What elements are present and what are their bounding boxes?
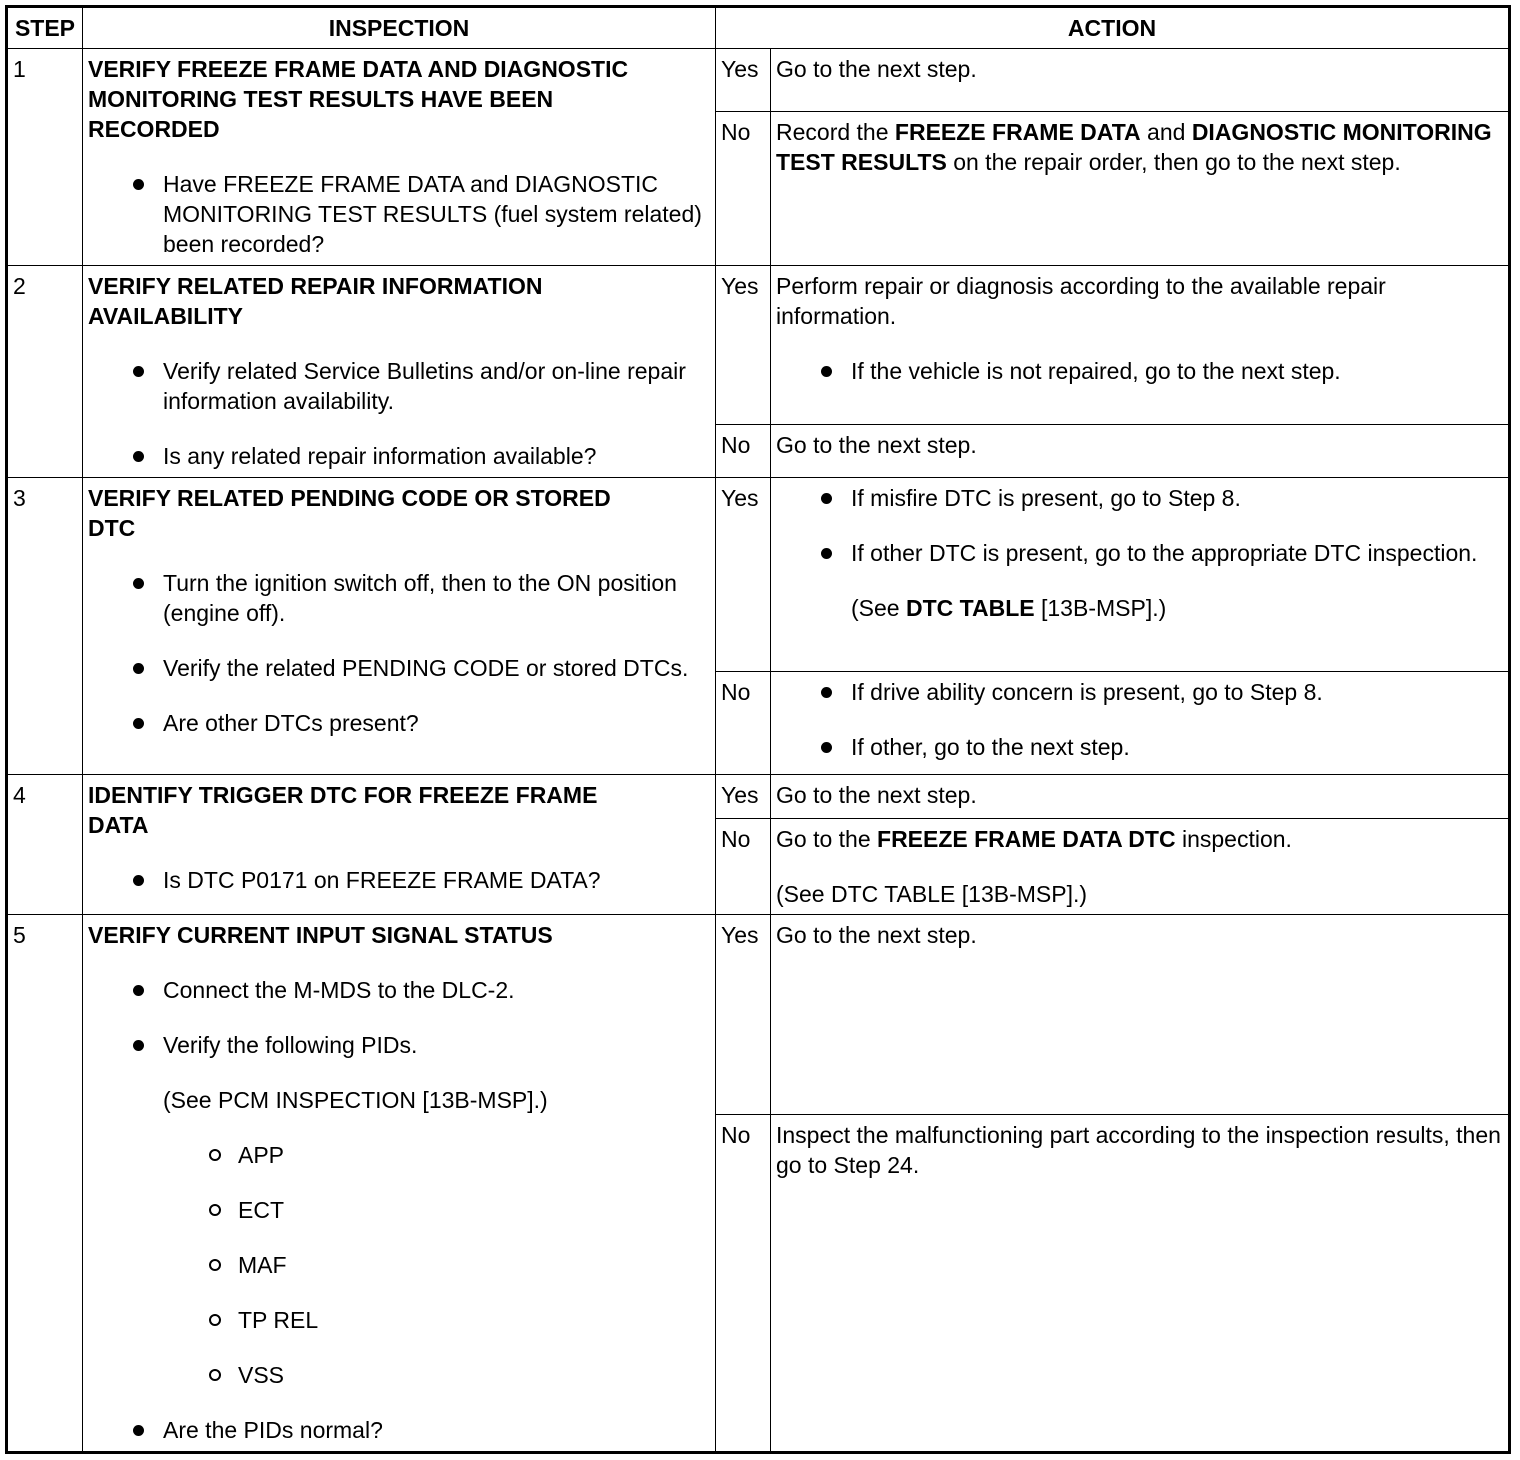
pid-item: APP: [88, 1140, 710, 1170]
list-item: Have FREEZE FRAME DATA and DIAGNOSTIC MONITORING TEST RESULTS (fuel system related) been recorded?: [88, 169, 710, 259]
pid-item: MAF: [88, 1250, 710, 1280]
list-item: If other, go to the next step.: [776, 732, 1503, 762]
step-number: 1: [7, 49, 83, 266]
yes-action: Go to the next step.: [771, 915, 1510, 1115]
header-inspection: INSPECTION: [83, 7, 716, 49]
yes-label: Yes: [716, 477, 771, 671]
list-item: Connect the M-MDS to the DLC-2.: [88, 975, 710, 1005]
no-action: Go to the next step.: [771, 424, 1510, 477]
list-item: If the vehicle is not repaired, go to the next step.: [776, 356, 1503, 386]
bullet-list: [88, 975, 710, 1060]
no-action: Inspect the malfunctioning part according to the inspection results, then go to Step 24.: [771, 1115, 1510, 1453]
inspection-cell: [83, 915, 716, 1453]
header-row: [7, 7, 1510, 49]
bullet-list: [88, 169, 710, 259]
list-item: If misfire DTC is present, go to Step 8.: [776, 483, 1503, 513]
see-reference: (See PCM INSPECTION [13B-MSP].): [163, 1087, 548, 1114]
step-number: 5: [7, 915, 83, 1453]
inspection-cell: [83, 774, 716, 914]
inspection-cell: [83, 266, 716, 477]
list-item: Verify related Service Bulletins and/or on-line repair information availability.: [88, 356, 710, 416]
header-action: ACTION: [716, 7, 1510, 49]
yes-label: Yes: [716, 49, 771, 112]
bullet-list: [776, 483, 1503, 568]
list-item: Turn the ignition switch off, then to the ON position (engine off).: [88, 568, 710, 628]
list-item: If drive ability concern is present, go to Step 8.: [776, 677, 1503, 707]
list-item: Verify the following PIDs.: [88, 1030, 710, 1060]
bullet-list: [88, 356, 710, 471]
list-item: Is any related repair information available?: [88, 441, 710, 471]
list-item: Are other DTCs present?: [88, 708, 710, 738]
list-item: Are the PIDs normal?: [88, 1415, 710, 1445]
step-title: VERIFY RELATED PENDING CODE OR STORED DTC: [88, 484, 611, 541]
bullet-list: [88, 865, 710, 895]
step-number: 4: [7, 774, 83, 914]
table-row: [7, 774, 1510, 818]
yes-label: Yes: [716, 266, 771, 424]
step-title: VERIFY FREEZE FRAME DATA AND DIAGNOSTIC MONITORING TEST RESULTS HAVE BEEN RECORDED: [88, 56, 629, 142]
pid-item: VSS: [88, 1360, 710, 1390]
see-reference: (See DTC TABLE [13B-MSP].): [851, 594, 1167, 621]
diagnostic-table: [5, 5, 1511, 1454]
pid-item: TP REL: [88, 1305, 710, 1335]
list-item: Verify the related PENDING CODE or stored DTCs.: [88, 653, 710, 683]
bullet-list: [88, 1415, 710, 1445]
bullet-list: [776, 677, 1503, 762]
table-row: [7, 266, 1510, 424]
pid-item: ECT: [88, 1195, 710, 1225]
inspection-cell: [83, 49, 716, 266]
no-action: [771, 671, 1510, 774]
inspection-cell: [83, 477, 716, 774]
header-step: STEP: [7, 7, 83, 49]
table-row: [7, 915, 1510, 1115]
step-title: IDENTIFY TRIGGER DTC FOR FREEZE FRAME DATA: [88, 781, 598, 838]
yes-action: Go to the next step.: [771, 774, 1510, 818]
table-row: [7, 477, 1510, 671]
list-item: If other DTC is present, go to the appropriate DTC inspection.: [776, 538, 1503, 568]
no-action: Go to the FREEZE FRAME DATA DTC inspection. (See DTC TABLE [13B-MSP].): [771, 819, 1510, 915]
step-number: 3: [7, 477, 83, 774]
bullet-list: [88, 568, 710, 738]
no-label: No: [716, 1115, 771, 1453]
yes-label: Yes: [716, 774, 771, 818]
yes-action: [771, 477, 1510, 671]
no-label: No: [716, 112, 771, 266]
list-item: Is DTC P0171 on FREEZE FRAME DATA?: [88, 865, 710, 895]
no-action: Record the FREEZE FRAME DATA and DIAGNOSTIC MONITORING TEST RESULTS on the repair order, then go to the next step.: [771, 112, 1510, 266]
no-label: No: [716, 424, 771, 477]
step-title: VERIFY RELATED REPAIR INFORMATION AVAILABILITY: [88, 273, 543, 330]
yes-action: Perform repair or diagnosis according to the available repair information. If the vehicle is not repaired, go to the next step.: [771, 266, 1510, 424]
yes-action: Go to the next step.: [771, 49, 1510, 112]
pid-list: [88, 1140, 710, 1390]
no-label: No: [716, 671, 771, 774]
table-row: [7, 49, 1510, 112]
see-reference: (See DTC TABLE [13B-MSP].): [776, 881, 1088, 908]
bullet-list: [776, 356, 1503, 386]
step-number: 2: [7, 266, 83, 477]
yes-label: Yes: [716, 915, 771, 1115]
step-title: VERIFY CURRENT INPUT SIGNAL STATUS: [88, 922, 553, 949]
no-label: No: [716, 819, 771, 915]
